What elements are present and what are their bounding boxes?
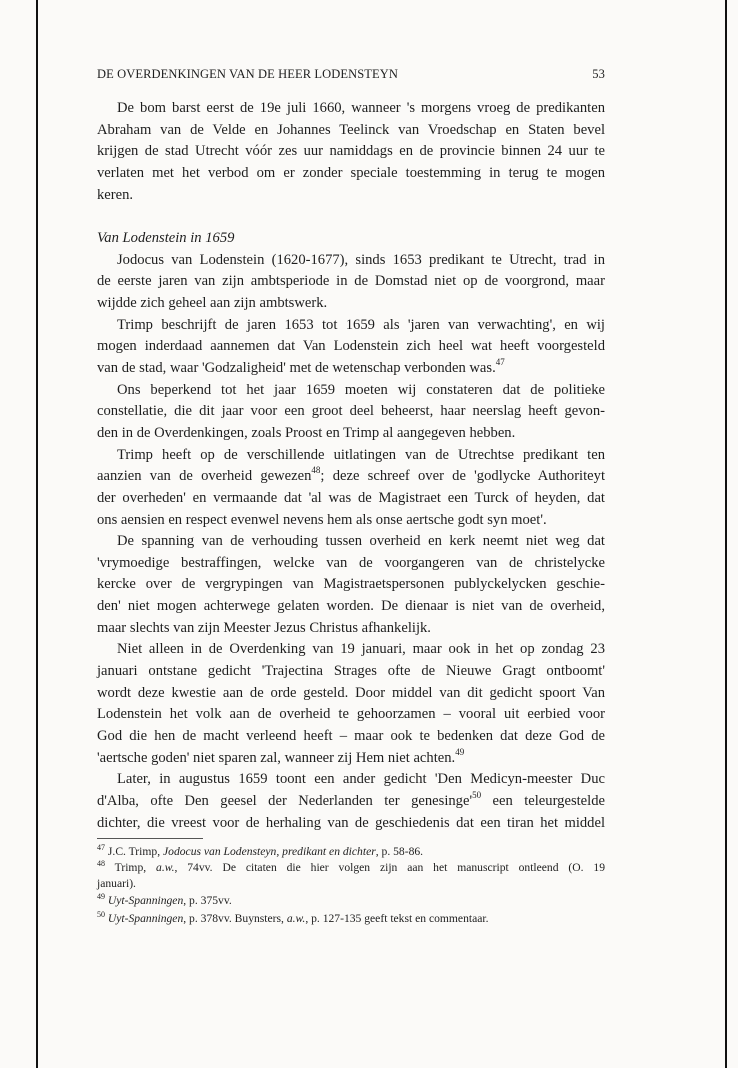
section-heading: Van Lodenstein in 1659 <box>97 230 235 247</box>
text-segment: , p. 375vv. <box>183 894 232 907</box>
body-text <box>97 98 605 834</box>
footnote-ref: 50 <box>472 789 482 800</box>
footnote-ref: 47 <box>495 357 505 368</box>
italic-title: Uyt-Spanningen <box>107 911 184 925</box>
text-line: maar slechts van zijn Meester Jezus Christus afhankelijk. <box>97 619 431 636</box>
text-line: de eerste jaren van zijn ambtsperiode in de Domstad niet op de voorgrond, maar <box>97 273 605 290</box>
footnote-line <box>97 892 605 910</box>
text-line: wordt deze kwestie aan de orde gesteld. Door middel van dit gedicht spoort Van <box>97 684 605 701</box>
scan-edge-right <box>725 0 727 1068</box>
footnote-number: 47 <box>97 843 105 852</box>
footnote-line <box>97 910 605 928</box>
text-line: den in de Overdenkingen, zoals Proost en Trimp al aangegeven hebben. <box>97 424 516 441</box>
text-line: De bom barst eerst de 19e juli 1660, wanneer 's morgens vroeg de predikanten <box>117 100 605 116</box>
text-line: kercke over de vergrypingen van Magistraetspersonen publyckelycken geschie- <box>97 576 605 593</box>
italic-title: Jodocus van Lodensteyn, predikant en dichter <box>163 845 376 858</box>
footnote-ref: 49 <box>455 746 465 757</box>
text-line <box>97 791 605 813</box>
footnote-line <box>97 875 605 893</box>
text-segment: d'Alba, ofte Den geesel der Nederlanden ter genesinge' <box>97 792 473 809</box>
text-line: Niet alleen in de Overdenking van 19 januari, maar ook in het op zondag 23 <box>117 641 605 658</box>
text-segment: , 74vv. De citaten die hier volgen zijn aan het manuscript ontleend (O. 19 <box>174 860 605 874</box>
text-line: Trimp beschrijft de jaren 1653 tot 1659 als 'jaren van verwachting', en wij <box>117 316 605 333</box>
footnote-line <box>97 858 605 875</box>
italic-title: a.w. <box>286 911 306 925</box>
text-segment: januari). <box>97 876 136 890</box>
italic-title: Uyt-Spanningen <box>107 894 184 907</box>
text-segment: Trimp, <box>114 860 157 874</box>
text-line: wijdde zich geheel aan zijn ambtswerk. <box>97 295 328 312</box>
running-title: DE OVERDENKINGEN VAN DE HEER LODENSTEYN <box>97 67 398 81</box>
text-segment: J.C. Trimp, <box>107 845 164 858</box>
text-line: verlaten met het verbod om er zonder speciale toestemming in terug te mogen <box>97 164 605 181</box>
text-line: Later, in augustus 1659 toont een ander gedicht 'Den Medicyn-meester Duc <box>117 771 605 788</box>
text-line <box>97 358 605 380</box>
text-segment: een teleurgestelde <box>481 792 605 809</box>
text-line: Trimp heeft op de verschillende uitlatingen van de Utrechtse predikant ten <box>117 446 605 463</box>
section-gap <box>97 206 605 228</box>
text-segment: 'aertsche goden' niet sparen zal, wanneer zij Hem niet achten. <box>97 749 456 766</box>
text-segment: van de stad, waar 'Godzaligheid' met de wetenschap verbonden was. <box>97 360 496 377</box>
text-line: mogen inderdaad aannemen dat Van Lodenstein zich heel wat heeft voorgesteld <box>97 338 605 355</box>
text-line: krijgen de stad Utrecht vóór zes uur namiddags en de provincie binnen 24 uur te <box>97 143 605 160</box>
text-line: God die hen de macht verleend heeft – maar ook te bedenken dat deze God de <box>97 727 605 744</box>
paragraph <box>97 315 605 380</box>
text-line: 'vrymoedige bestraffingen, welcke van de voorgangeren van de christelycke <box>97 554 605 571</box>
footnote <box>97 843 605 861</box>
text-line: Jodocus van Lodenstein (1620-1677), sinds 1653 predikant te Utrecht, trad in <box>117 251 605 268</box>
text-line <box>97 466 605 488</box>
text-segment: aanzien van de overheid gewezen <box>97 468 312 485</box>
text-line <box>97 748 605 770</box>
paragraph <box>97 531 605 639</box>
footnote <box>97 858 605 893</box>
footnote-rule <box>97 838 203 839</box>
footnote-number: 49 <box>97 892 105 901</box>
text-line: keren. <box>97 186 134 203</box>
footnote-ref: 48 <box>311 465 321 476</box>
scan-edge-left <box>36 0 38 1068</box>
footnote <box>97 910 605 928</box>
text-line: januari ontstane gedicht 'Trajectina Strages ofte de Nieuwe Gragt ontboomt' <box>97 663 605 680</box>
footnote <box>97 892 605 910</box>
footnote-number: 48 <box>97 858 105 868</box>
text-line: ons aensien en respect evenwel nevens hem als onse aertsche godt syn moet'. <box>97 511 547 528</box>
paragraph <box>97 445 605 532</box>
page-number: 53 <box>592 67 605 81</box>
running-header <box>97 67 605 82</box>
text-line: De spanning van de verhouding tussen overheid en kerk neemt niet weg dat <box>117 533 605 550</box>
text-line: Ons beperkend tot het jaar 1659 moeten wij constateren dat de politieke <box>117 381 605 398</box>
paragraph <box>97 769 605 834</box>
paragraph <box>97 250 605 315</box>
text-segment: , p. 58-86. <box>375 845 424 858</box>
footnote-number: 50 <box>97 909 105 919</box>
italic-title: a.w. <box>156 860 175 874</box>
text-line: der overheden' en vermaande dat 'al was de Magistraet een Turck of heyden, dat <box>97 489 605 506</box>
footnotes <box>97 843 605 927</box>
text-line: Lodenstein het volk aan de overheid te gehoorzamen – vooral uit eerbied voor <box>97 706 605 723</box>
text-segment: , p. 127-135 geeft tekst en commentaar. <box>305 911 489 925</box>
text-segment: ; deze schreef over de 'godlycke Authoriteyt <box>320 468 605 485</box>
text-line: constellatie, die dit jaar voor een groot deel beheerst, haar neerslag heeft gevon- <box>97 403 605 420</box>
paragraph <box>97 380 605 445</box>
text-segment: , p. 378vv. Buynsters, <box>183 911 287 925</box>
paragraph <box>97 98 605 206</box>
paragraph <box>97 639 605 769</box>
text-line: Abraham van de Velde en Johannes Teelinck van Vroedschap en Staten bevel <box>97 121 605 138</box>
text-line: dichter, die vreest voor de herhaling van de geschiedenis dat een tiran het middel <box>97 814 605 831</box>
text-line: den' niet mogen achterwege gelaten worden. De dienaar is niet van de overheid, <box>97 598 605 615</box>
footnote-line <box>97 843 605 861</box>
